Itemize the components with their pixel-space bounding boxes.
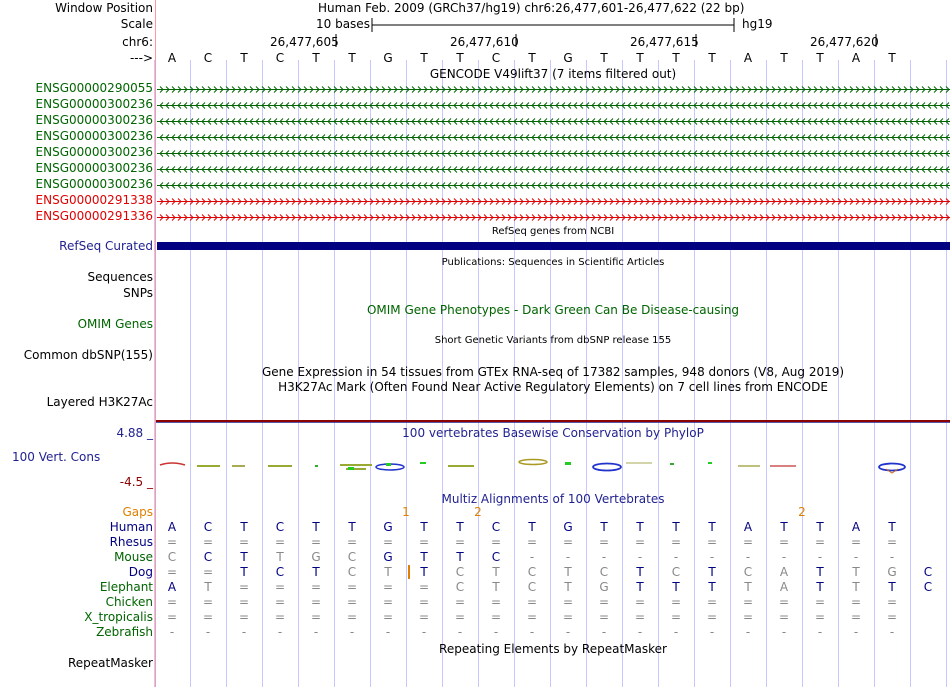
alignment-base: = bbox=[490, 535, 502, 549]
alignment-base: = bbox=[706, 610, 718, 624]
alignment-base: T bbox=[636, 580, 644, 594]
alignment-base: = bbox=[346, 580, 358, 594]
alignment-base: = bbox=[778, 610, 790, 624]
base-letter: T bbox=[456, 51, 464, 65]
alignment-base: T bbox=[492, 580, 500, 594]
alignment-base: = bbox=[418, 610, 430, 624]
alignment-base: = bbox=[454, 535, 466, 549]
alignment-base: T bbox=[276, 550, 284, 564]
alignment-base: = bbox=[598, 595, 610, 609]
alignment-base: = bbox=[310, 610, 322, 624]
alignment-base: G bbox=[383, 550, 393, 564]
alignment-base: G bbox=[383, 520, 393, 534]
gencode-gene-label[interactable]: ENSG00000300236 bbox=[35, 161, 153, 175]
base-letter: T bbox=[420, 51, 428, 65]
alignment-base: T bbox=[708, 580, 716, 594]
base-letter: C bbox=[203, 51, 213, 65]
alignment-base: T bbox=[816, 565, 824, 579]
chrom-label: chr6: bbox=[122, 35, 153, 49]
alignment-base: C bbox=[347, 565, 357, 579]
base-letter: C bbox=[491, 51, 501, 65]
base-letter: T bbox=[312, 51, 320, 65]
alignment-base: = bbox=[418, 535, 430, 549]
alignment-base: - bbox=[277, 625, 283, 639]
alignment-base: T bbox=[312, 565, 320, 579]
alignment-base: = bbox=[202, 610, 214, 624]
alignment-base: T bbox=[204, 580, 212, 594]
alignment-base: = bbox=[274, 535, 286, 549]
alignment-base: = bbox=[526, 535, 538, 549]
alignment-base: - bbox=[493, 625, 499, 639]
gaps-label: Gaps bbox=[122, 505, 153, 519]
gencode-gene-label[interactable]: ENSG00000300236 bbox=[35, 129, 153, 143]
gene-line bbox=[157, 119, 950, 125]
alignment-base: C bbox=[527, 565, 537, 579]
alignment-base: A bbox=[779, 565, 789, 579]
species-label[interactable]: X_tropicalis bbox=[84, 610, 153, 624]
alignment-base: = bbox=[418, 580, 430, 594]
gene-line bbox=[157, 199, 950, 205]
gap-count: 2 bbox=[798, 505, 806, 519]
h3k27ac-label[interactable]: Layered H3K27Ac bbox=[46, 395, 153, 409]
alignment-base: C bbox=[275, 520, 285, 534]
alignment-base: - bbox=[457, 625, 463, 639]
gene-line bbox=[157, 167, 950, 173]
alignment-base: A bbox=[167, 580, 177, 594]
alignment-base: A bbox=[743, 520, 753, 534]
alignment-base: = bbox=[346, 595, 358, 609]
alignment-base: T bbox=[420, 550, 428, 564]
sequences-label: Sequences bbox=[87, 270, 153, 284]
alignment-base: T bbox=[456, 520, 464, 534]
alignment-base: T bbox=[420, 565, 428, 579]
alignment-base: T bbox=[672, 580, 680, 594]
gencode-gene-label[interactable]: ENSG00000290055 bbox=[35, 81, 153, 95]
gencode-gene-label[interactable]: ENSG00000300236 bbox=[35, 145, 153, 159]
gencode-gene-label[interactable]: ENSG00000300236 bbox=[35, 177, 153, 191]
alignment-base: C bbox=[455, 565, 465, 579]
alignment-base: C bbox=[275, 565, 285, 579]
alignment-base: = bbox=[670, 610, 682, 624]
gencode-gene-label[interactable]: ENSG00000291336 bbox=[35, 209, 153, 223]
alignment-base: = bbox=[886, 610, 898, 624]
alignment-base: = bbox=[562, 595, 574, 609]
alignment-base: = bbox=[778, 535, 790, 549]
alignment-base: - bbox=[637, 625, 643, 639]
alignment-base: = bbox=[346, 610, 358, 624]
base-letter: T bbox=[240, 51, 248, 65]
alignment-base: = bbox=[238, 610, 250, 624]
base-letter: T bbox=[636, 51, 644, 65]
base-letter: A bbox=[851, 51, 861, 65]
alignment-base: = bbox=[706, 535, 718, 549]
h3k27ac-track-title[interactable]: H3K27Ac Mark (Often Found Near Active Regulatory Elements) on 7 cell lines from ENCODE bbox=[278, 380, 828, 394]
alignment-base: T bbox=[564, 580, 572, 594]
alignment-base: = bbox=[526, 610, 538, 624]
alignment-base: = bbox=[670, 535, 682, 549]
alignment-base: - bbox=[709, 625, 715, 639]
repeatmasker-track-title[interactable]: Repeating Elements by RepeatMasker bbox=[439, 642, 667, 656]
insertion-marker bbox=[408, 565, 410, 579]
omim-genes-label[interactable]: OMIM Genes bbox=[77, 317, 153, 331]
alignment-base: = bbox=[382, 610, 394, 624]
alignment-base: C bbox=[491, 550, 501, 564]
alignment-base: - bbox=[241, 625, 247, 639]
base-letter: T bbox=[780, 51, 788, 65]
alignment-base: T bbox=[780, 520, 788, 534]
alignment-base: - bbox=[349, 625, 355, 639]
conservation-ymin: -4.5 _ bbox=[119, 475, 153, 489]
alignment-base: - bbox=[781, 550, 787, 564]
scale-label: Scale bbox=[120, 17, 153, 31]
alignment-base: = bbox=[274, 595, 286, 609]
alignment-base: = bbox=[634, 610, 646, 624]
position-tick-label: 26,477,620 bbox=[810, 35, 879, 49]
alignment-base: = bbox=[346, 535, 358, 549]
dbsnp-track-title[interactable]: Short Genetic Variants from dbSNP release 155 bbox=[434, 335, 672, 346]
alignment-base: = bbox=[814, 595, 826, 609]
gap-count: 2 bbox=[474, 505, 482, 519]
alignment-base: - bbox=[673, 625, 679, 639]
publications-track-title[interactable]: Publications: Sequences in Scientific Articles bbox=[441, 257, 665, 268]
alignment-base: = bbox=[490, 610, 502, 624]
conservation-track-title[interactable]: 100 vertebrates Basewise Conservation by PhyloP bbox=[402, 426, 704, 440]
gap-count: 1 bbox=[402, 505, 410, 519]
alignment-base: = bbox=[202, 535, 214, 549]
alignment-base: T bbox=[384, 565, 392, 579]
alignment-base: = bbox=[526, 595, 538, 609]
alignment-base: = bbox=[850, 610, 862, 624]
alignment-base: - bbox=[781, 625, 787, 639]
alignment-base: C bbox=[743, 565, 753, 579]
gene-line bbox=[157, 135, 950, 141]
omim-track-title[interactable]: OMIM Gene Phenotypes - Dark Green Can Be Disease-causing bbox=[366, 303, 740, 317]
alignment-base: = bbox=[742, 535, 754, 549]
gene-line bbox=[157, 183, 950, 189]
position-tick-label: 26,477,615 bbox=[630, 35, 699, 49]
alignment-base: = bbox=[814, 610, 826, 624]
alignment-base: = bbox=[598, 535, 610, 549]
alignment-base: - bbox=[205, 625, 211, 639]
alignment-base: - bbox=[889, 550, 895, 564]
alignment-base: - bbox=[745, 550, 751, 564]
alignment-base: = bbox=[670, 595, 682, 609]
alignment-base: A bbox=[167, 520, 177, 534]
base-letter: G bbox=[383, 51, 393, 65]
species-label[interactable]: Dog bbox=[128, 565, 153, 579]
snps-label: SNPs bbox=[123, 286, 153, 300]
alignment-base: C bbox=[203, 520, 213, 534]
alignment-base: = bbox=[562, 535, 574, 549]
alignment-base: = bbox=[238, 535, 250, 549]
alignment-base: - bbox=[817, 550, 823, 564]
alignment-base: = bbox=[166, 535, 178, 549]
alignment-base: T bbox=[636, 520, 644, 534]
alignment-base: = bbox=[310, 580, 322, 594]
alignment-base: = bbox=[706, 595, 718, 609]
alignment-base: = bbox=[778, 595, 790, 609]
alignment-base: C bbox=[527, 580, 537, 594]
gene-line bbox=[157, 215, 950, 221]
alignment-base: T bbox=[816, 580, 824, 594]
alignment-base: C bbox=[167, 550, 177, 564]
gencode-gene-lines[interactable] bbox=[0, 0, 950, 230]
alignment-base: C bbox=[347, 550, 357, 564]
scale-assembly: hg19 bbox=[742, 17, 773, 31]
base-letter: T bbox=[348, 51, 356, 65]
alignment-base: = bbox=[742, 595, 754, 609]
alignment-base: = bbox=[850, 535, 862, 549]
h3k27ac-signal-line-2 bbox=[156, 422, 950, 423]
alignment-base: - bbox=[529, 550, 535, 564]
base-letter: T bbox=[528, 51, 536, 65]
alignment-base: = bbox=[598, 610, 610, 624]
alignment-base: T bbox=[888, 580, 896, 594]
alignment-base: T bbox=[672, 520, 680, 534]
species-label[interactable]: Zebrafish bbox=[96, 625, 153, 639]
alignment-base: T bbox=[240, 520, 248, 534]
position-tick-label: 26,477,605 bbox=[270, 35, 339, 49]
base-letter: T bbox=[888, 51, 896, 65]
alignment-base: = bbox=[850, 595, 862, 609]
alignment-base: T bbox=[528, 520, 536, 534]
base-letter: T bbox=[600, 51, 608, 65]
alignment-base: - bbox=[529, 625, 535, 639]
species-label[interactable]: Human bbox=[109, 520, 153, 534]
dbsnp-label[interactable]: Common dbSNP(155) bbox=[23, 348, 153, 362]
species-label[interactable]: Rhesus bbox=[109, 535, 153, 549]
alignment-base: T bbox=[888, 520, 896, 534]
alignment-base: = bbox=[238, 595, 250, 609]
alignment-base: = bbox=[634, 595, 646, 609]
alignment-base: = bbox=[490, 595, 502, 609]
alignment-base: = bbox=[634, 535, 646, 549]
alignment-base: = bbox=[454, 610, 466, 624]
alignment-base: T bbox=[564, 565, 572, 579]
alignment-base: = bbox=[814, 535, 826, 549]
alignment-base: = bbox=[274, 610, 286, 624]
alignment-base: = bbox=[454, 595, 466, 609]
alignment-base: T bbox=[240, 550, 248, 564]
alignment-base: - bbox=[385, 625, 391, 639]
window-position-label: Window Position bbox=[55, 1, 153, 15]
base-letter: G bbox=[563, 51, 573, 65]
alignment-base: = bbox=[382, 595, 394, 609]
alignment-base: - bbox=[889, 625, 895, 639]
alignment-base: T bbox=[348, 520, 356, 534]
alignment-base: = bbox=[382, 580, 394, 594]
species-label[interactable]: Chicken bbox=[105, 595, 153, 609]
gencode-gene-label[interactable]: ENSG00000300236 bbox=[35, 113, 153, 127]
alignment-base: - bbox=[853, 550, 859, 564]
alignment-base: - bbox=[565, 550, 571, 564]
conservation-wiggle bbox=[0, 455, 950, 477]
alignment-base: G bbox=[599, 580, 609, 594]
gene-line bbox=[157, 151, 950, 157]
alignment-base: - bbox=[313, 625, 319, 639]
alignment-base: C bbox=[671, 565, 681, 579]
gencode-gene-label[interactable]: ENSG00000291338 bbox=[35, 193, 153, 207]
alignment-base: T bbox=[744, 580, 752, 594]
alignment-base: T bbox=[600, 520, 608, 534]
alignment-base: = bbox=[166, 565, 178, 579]
alignment-base: - bbox=[673, 550, 679, 564]
base-letter: T bbox=[708, 51, 716, 65]
position-tick-label: 26,477,610 bbox=[450, 35, 519, 49]
species-label[interactable]: Mouse bbox=[114, 550, 153, 564]
alignment-base: T bbox=[816, 520, 824, 534]
base-letter: A bbox=[167, 51, 177, 65]
alignment-base: = bbox=[418, 595, 430, 609]
alignment-base: C bbox=[923, 565, 933, 579]
alignment-base: = bbox=[382, 535, 394, 549]
alignment-base: = bbox=[166, 595, 178, 609]
conservation-label[interactable]: 100 Vert. Cons bbox=[12, 450, 101, 464]
alignment-base: G bbox=[887, 565, 897, 579]
base-letter: C bbox=[275, 51, 285, 65]
alignment-base: G bbox=[311, 550, 321, 564]
scale-text: 10 bases bbox=[316, 17, 370, 31]
alignment-base: = bbox=[274, 580, 286, 594]
alignment-base: = bbox=[202, 595, 214, 609]
alignment-base: C bbox=[455, 580, 465, 594]
alignment-base: = bbox=[238, 580, 250, 594]
alignment-base: - bbox=[745, 625, 751, 639]
alignment-base: T bbox=[312, 520, 320, 534]
alignment-base: - bbox=[709, 550, 715, 564]
alignment-base: = bbox=[310, 595, 322, 609]
alignment-base: = bbox=[742, 610, 754, 624]
conservation-ymax: 4.88 _ bbox=[116, 426, 153, 440]
window-position-value[interactable]: Human Feb. 2009 (GRCh37/hg19) chr6:26,477,601-26,477,622 (22 bp) bbox=[318, 1, 745, 15]
alignment-base: = bbox=[310, 535, 322, 549]
base-letter: T bbox=[672, 51, 680, 65]
alignment-base: T bbox=[852, 580, 860, 594]
alignment-base: T bbox=[636, 565, 644, 579]
alignment-base: T bbox=[852, 565, 860, 579]
alignment-base: - bbox=[853, 625, 859, 639]
alignment-base: T bbox=[420, 520, 428, 534]
strand-label: ---> bbox=[129, 51, 153, 65]
base-letter: T bbox=[816, 51, 824, 65]
alignment-base: - bbox=[565, 625, 571, 639]
alignment-base: = bbox=[886, 595, 898, 609]
base-letter: A bbox=[743, 51, 753, 65]
alignment-base: T bbox=[492, 565, 500, 579]
alignment-base: C bbox=[491, 520, 501, 534]
refseq-gene-bar[interactable] bbox=[157, 242, 950, 250]
alignment-base: = bbox=[202, 565, 214, 579]
alignment-base: T bbox=[240, 565, 248, 579]
multiz-track-title[interactable]: Multiz Alignments of 100 Vertebrates bbox=[441, 492, 665, 506]
alignment-base: T bbox=[708, 520, 716, 534]
alignment-base: - bbox=[169, 625, 175, 639]
gencode-gene-label[interactable]: ENSG00000300236 bbox=[35, 97, 153, 111]
gene-line bbox=[157, 87, 950, 93]
alignment-base: = bbox=[166, 610, 178, 624]
alignment-base: C bbox=[923, 580, 933, 594]
alignment-base: - bbox=[421, 625, 427, 639]
alignment-base: A bbox=[779, 580, 789, 594]
refseq-track-title[interactable]: RefSeq genes from NCBI bbox=[491, 226, 615, 237]
alignment-base: T bbox=[456, 550, 464, 564]
species-label[interactable]: Elephant bbox=[99, 580, 153, 594]
alignment-base: C bbox=[203, 550, 213, 564]
alignment-base: - bbox=[601, 625, 607, 639]
alignment-base: C bbox=[599, 565, 609, 579]
alignment-base: A bbox=[851, 520, 861, 534]
repeatmasker-label[interactable]: RepeatMasker bbox=[67, 656, 153, 670]
alignment-base: - bbox=[637, 550, 643, 564]
alignment-base: = bbox=[886, 535, 898, 549]
gencode-track-title[interactable]: GENCODE V49lift37 (7 items filtered out) bbox=[429, 67, 677, 81]
alignment-base: = bbox=[562, 610, 574, 624]
alignment-base: G bbox=[563, 520, 573, 534]
gtex-track-title[interactable]: Gene Expression in 54 tissues from GTEx RNA-seq of 17382 samples, 948 donors (V8, Aug 2019) bbox=[261, 365, 845, 379]
alignment-base: - bbox=[601, 550, 607, 564]
refseq-curated-label[interactable]: RefSeq Curated bbox=[59, 239, 153, 253]
gene-line bbox=[157, 103, 950, 109]
alignment-base: T bbox=[708, 565, 716, 579]
alignment-base: - bbox=[817, 625, 823, 639]
